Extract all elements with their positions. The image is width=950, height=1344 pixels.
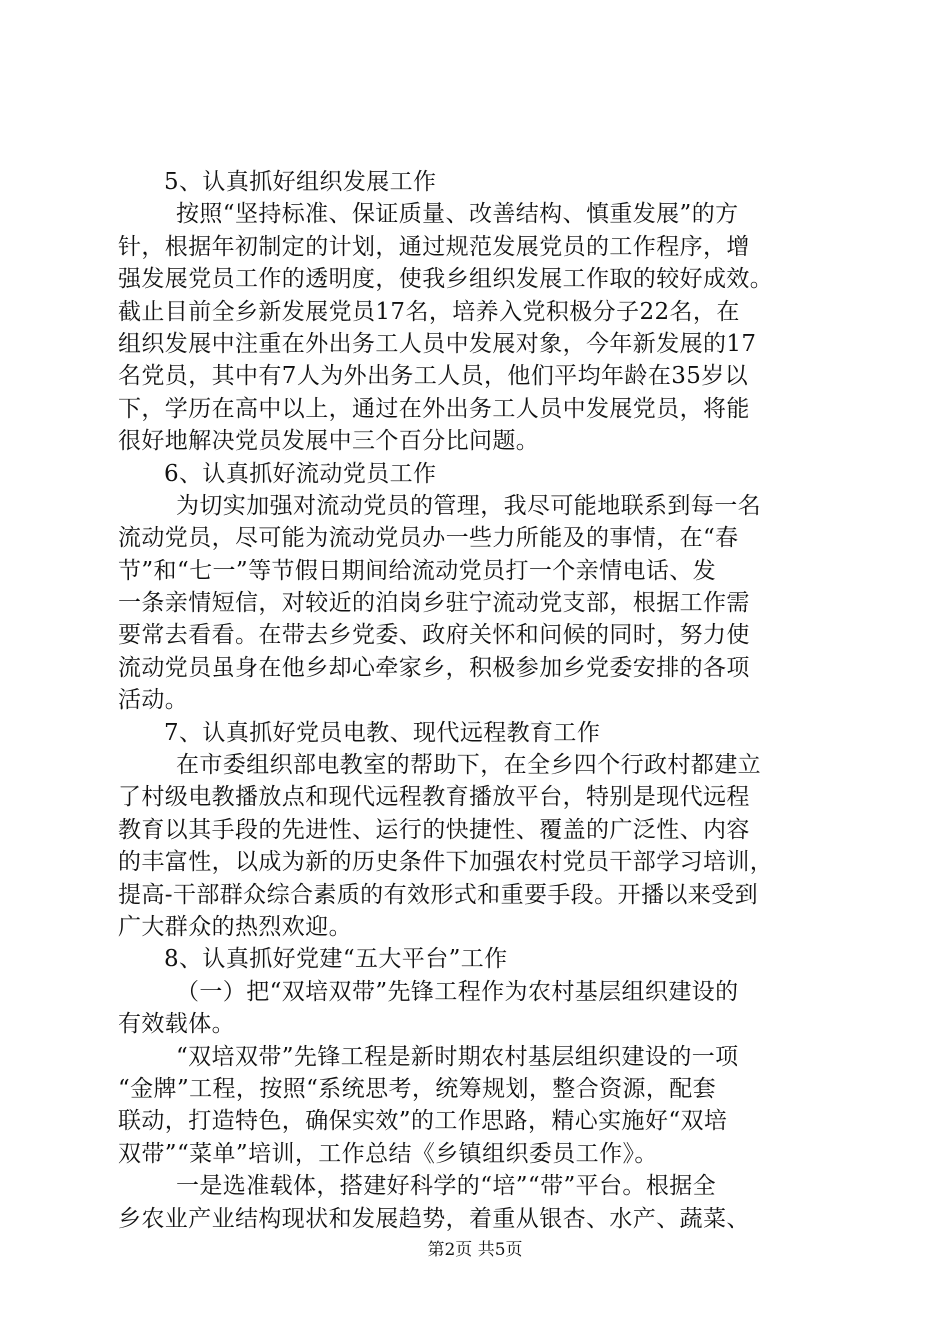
paragraph-line: 组织发展中注重在外出务工人员中发展对象，今年新发展的17 [118, 330, 757, 357]
paragraph-line: 为切实加强对流动党员的管理，我尽可能地联系到每一名 [176, 492, 761, 519]
paragraph-line: 一是选准载体，搭建好科学的“培”“带”平台。根据全 [176, 1173, 717, 1200]
paragraph-line: 活动。 [118, 687, 189, 714]
page-footer: 第2页 共5页 [427, 1240, 523, 1260]
paragraph-line: 很好地解决党员发展中三个百分比问题。 [118, 428, 540, 455]
paragraph-line: 下，学历在高中以上，通过在外出务工人员中发展党员，将能 [118, 395, 750, 422]
paragraph-line: 一条亲情短信，对较近的泊岗乡驻宁流动党支部，根据工作需 [118, 590, 750, 617]
paragraph-line: 强发展党员工作的透明度，使我乡组织发展工作取的较好成效。 [118, 266, 774, 293]
paragraph-line: 双带”“菜单”培训，工作总结《乡镇组织委员工作》。 [118, 1140, 658, 1167]
paragraph-line: 要常去看看。在带去乡党委、政府关怀和问候的同时，努力使 [118, 622, 750, 649]
paragraph-line: 乡农业产业结构现状和发展趋势，着重从银杏、水产、蔬菜、 [118, 1205, 750, 1232]
paragraph-line: 截止目前全乡新发展党员17名，培养入党积极分子22名，在 [118, 298, 740, 325]
paragraph-line: （一）把“双培双带”先锋工程作为农村基层组织建设的 [176, 978, 739, 1005]
paragraph-line: 流动党员，尽可能为流动党员办一些力所能及的事情，在“春 [118, 525, 739, 552]
paragraph-line: 提高-干部群众综合素质的有效形式和重要手段。开播以来受到 [118, 881, 758, 908]
section-heading: 5、认真抓好组织发展工作 [164, 169, 437, 195]
paragraph-line: 在市委组织部电教室的帮助下，在全乡四个行政村都建立 [176, 752, 761, 779]
paragraph-line: 教育以其手段的先进性、运行的快捷性、覆盖的广泛性、内容 [118, 816, 750, 843]
paragraph-line: 的丰富性，以成为新的历史条件下加强农村党员干部学习培训， [118, 849, 774, 876]
paragraph-line: 按照“坚持标准、保证质量、改善结构、慎重发展”的方 [176, 201, 739, 228]
section-heading: 8、认真抓好党建“五大平台”工作 [164, 946, 508, 973]
paragraph-line: 有效载体。 [118, 1011, 235, 1038]
paragraph-line: 了村级电教播放点和现代远程教育播放平台，特别是现代远程 [118, 784, 750, 811]
paragraph-line: “双培双带”先锋工程是新时期农村基层组织建设的一项 [176, 1043, 739, 1070]
paragraph-line: 流动党员虽身在他乡却心牵家乡，积极参加乡党委安排的各项 [118, 654, 750, 681]
paragraph-line: 联动，打造特色，确保实效”的工作思路，精心实施好“双培 [118, 1108, 728, 1135]
document-body [118, 166, 838, 1235]
paragraph-line: 名党员，其中有7人为外出务工人员，他们平均年龄在35岁以 [118, 363, 749, 390]
paragraph-line: 针，根据年初制定的计划，通过规范发展党员的工作程序，增 [118, 233, 750, 260]
section-heading: 7、认真抓好党员电教、现代远程教育工作 [164, 719, 601, 746]
section-heading: 6、认真抓好流动党员工作 [164, 460, 437, 487]
paragraph-line: 节”和“七一”等节假日期间给流动党员打一个亲情电话、发 [118, 557, 717, 584]
paragraph-line: 广大群众的热烈欢迎。 [118, 913, 352, 940]
paragraph-line: “金牌”工程，按照“系统思考，统筹规划，整合资源，配套 [118, 1075, 717, 1102]
